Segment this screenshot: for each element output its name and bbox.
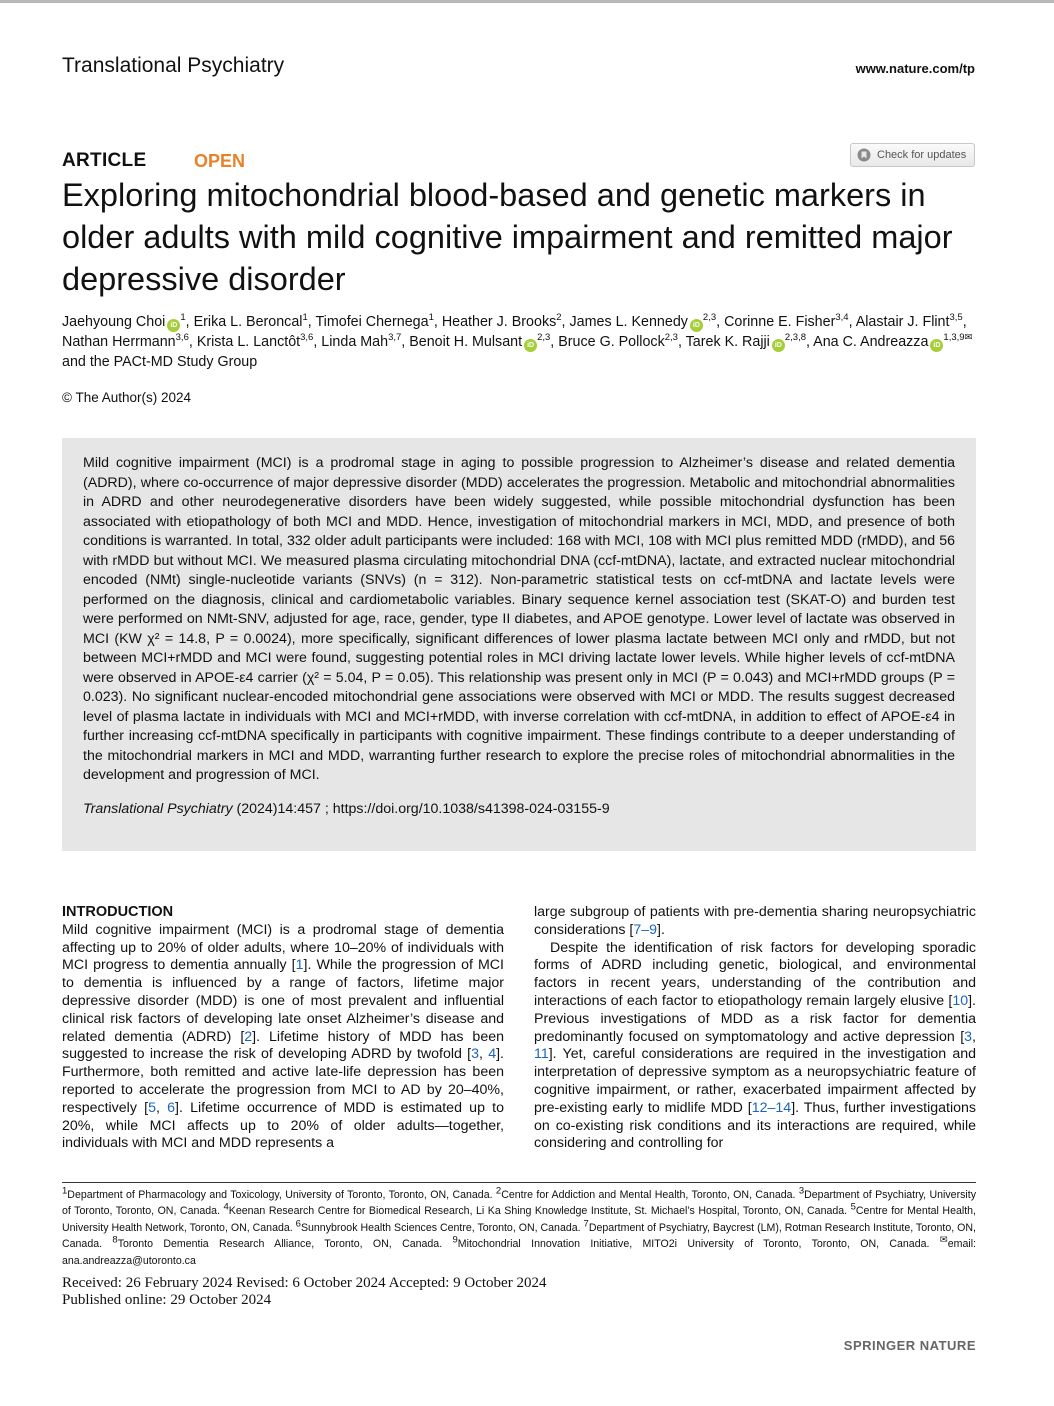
- author-name[interactable]: Bruce G. Pollock: [558, 334, 665, 350]
- author-name[interactable]: Ana C. Andreazza: [813, 334, 929, 350]
- affiliation-text: Centre for Mental Health, University Health Network, Toronto, ON, Canada.: [62, 1205, 976, 1234]
- author-name[interactable]: Corinne E. Fisher: [724, 314, 836, 330]
- orcid-icon[interactable]: iD: [167, 319, 180, 332]
- author-list: Jaehyoung Choi $iD^1$, Erika L. Beroncal$^1$, Timofei Chernega$^1$, Heather J. Brooks$^2$, James L. Kennedy iD$^{2,3}$, Corinne E. Fisher$^{3,4}$, Alastair J. Flint$^{3,5}$, Nathan Herrmann$^{3,6}$, Krista L. Lanctôt$^{3,6}$, Linda Mah$^{3,7}$, Benoit H. Mulsant iD$^{2,3}$, Bruce G. Pollock$^{2,3}$, Tarek K. Rajji iD$^{2,3,8}$, Ana C. Andreazza $iD^{1,3,9✉}$ and the PACt-MD Study Group: [62, 312, 973, 370]
- orcid-icon[interactable]: iD: [524, 339, 537, 352]
- author-name[interactable]: Erika L. Beroncal: [193, 314, 303, 330]
- reference-link[interactable]: 3: [471, 1046, 479, 1063]
- author-affiliation-mark: 3,5: [949, 312, 963, 324]
- affiliation-number: 6: [295, 1218, 301, 1230]
- right-column: [534, 904, 976, 1153]
- reference-link[interactable]: 2: [244, 1028, 253, 1045]
- citation-journal: Translational Psychiatry: [83, 800, 233, 817]
- affiliation-number: 5: [850, 1201, 856, 1213]
- author-name[interactable]: James L. Kennedy: [569, 314, 688, 330]
- intro-paragraph-1-cont: large subgroup of patients with pre-dementia sharing neuropsychiatric considerations [7–9].: [534, 904, 976, 938]
- author-affiliation-mark: 2,3: [702, 312, 717, 324]
- author-name[interactable]: Timofei Chernega: [315, 314, 429, 330]
- reference-link[interactable]: 3: [964, 1028, 973, 1045]
- author-affiliation-mark: 3,7: [388, 332, 402, 344]
- affiliation-text: Toronto Dementia Research Alliance, Toronto, ON, Canada.: [117, 1238, 453, 1251]
- author-name[interactable]: Benoit H. Mulsant: [409, 334, 523, 350]
- author-name[interactable]: Jaehyoung Choi: [62, 314, 166, 330]
- intro-paragraph-2: Despite the identification of risk factors for developing sporadic forms of ADRD including genetic, biological, and environmental factors in recent years, understanding of the contribution and interactions of each factor to etiopathology remain largely elusive [10]. Previous investigations of MDD as a risk factor for dementia predominantly focused on symptomatology and active depression [3, 11]. Yet, careful considerations are required in the investigation and interpretation of depressive symptom as a neuropsychiatric feature of cognitive impairment, or rather, exacerbated impairment affected by pre-existing early to midlife MDD [12–14]. Thus, further investigations on co-existing risk conditions and its interactions are required, while considering and controlling for: [534, 939, 977, 1152]
- author-affiliation-mark: 1,3,9✉: [943, 332, 973, 344]
- orcid-icon[interactable]: iD: [690, 319, 703, 332]
- affiliation-number: 9: [452, 1234, 458, 1246]
- affiliation-text: Keenan Research Centre for Biomedical Research, Li Ka Shing Knowledge Institute, St. Michael’s Hospital, Toronto, ON, Canada.: [228, 1205, 851, 1218]
- bookmark-icon: [857, 148, 871, 162]
- affiliation-number: ✉: [939, 1234, 948, 1246]
- reference-link[interactable]: 12–14: [751, 1099, 792, 1116]
- affiliation-number: 8: [112, 1234, 118, 1246]
- reference-link[interactable]: 6: [167, 1099, 176, 1116]
- affiliation-number: 2: [495, 1185, 502, 1197]
- affiliation-text: Department of Pharmacology and Toxicology, University of Toronto, Toronto, ON, Canada.: [67, 1189, 496, 1201]
- date-published: Published online: 29 October 2024: [62, 1292, 272, 1308]
- affiliation-text: Mitochondrial Innovation Initiative, MITO2i University of Toronto, Toronto, ON, Canada.: [457, 1238, 940, 1251]
- abstract-box: [62, 438, 976, 851]
- citation-doi[interactable]: (2024)14:457 ; https://doi.org/10.1038/s41398-024-03155-9: [232, 800, 610, 817]
- affiliation-number: 7: [583, 1218, 589, 1230]
- author-affiliation-mark: 3,6: [300, 332, 314, 344]
- check-updates-label: Check for updates: [877, 149, 967, 161]
- footnote-rule: [62, 1182, 976, 1183]
- reference-link[interactable]: 5: [148, 1099, 156, 1116]
- study-group: and the PACt-MD Study Group: [62, 354, 258, 370]
- affiliation-number: 3: [798, 1185, 805, 1197]
- affiliation-number: 4: [223, 1201, 229, 1213]
- author-affiliation-mark: 1: [428, 312, 434, 324]
- reference-link[interactable]: 1: [295, 957, 304, 974]
- author-affiliation-mark: 1: [302, 312, 308, 324]
- author-name[interactable]: Alastair J. Flint: [855, 314, 950, 330]
- article-type: ARTICLE: [62, 150, 147, 171]
- publisher-logo: SPRINGER NATURE: [843, 1338, 976, 1353]
- journal-name: Translational Psychiatry: [62, 54, 285, 77]
- reference-link[interactable]: 4: [488, 1046, 497, 1063]
- journal-url[interactable]: www.nature.com/tp: [855, 61, 975, 76]
- author-affiliation-mark: 2: [556, 312, 562, 324]
- orcid-icon[interactable]: iD: [772, 339, 785, 352]
- citation-line: [83, 800, 955, 820]
- orcid-icon[interactable]: iD: [930, 339, 943, 352]
- reference-link[interactable]: 11: [534, 1046, 549, 1063]
- author-affiliation-mark: 2,3,8: [784, 332, 806, 344]
- affiliation-number: 1: [62, 1185, 68, 1197]
- author-name[interactable]: Nathan Herrmann: [62, 334, 176, 350]
- open-access-label: OPEN: [194, 151, 246, 171]
- copyright: © The Author(s) 2024: [62, 390, 192, 405]
- intro-paragraph-1: Mild cognitive impairment (MCI) is a prodromal stage of dementia affecting up to 20% of older adults, where 10–20% of individuals with MCI progress to dementia annually [1]. While the progression of MCI to dementia is influenced by a range of factors, lifetime major depressive disorder (MDD) is one of most prevalent and influential clinical risk factors of developing late onset Alzheimer’s disease and related dementia (ADRD) [2]. Lifetime history of MDD has been suggested to increase the risk of developing ADRD by twofold [3, 4]. Furthermore, both remitted and active late-life depression has been reported to accelerate the progression from MCI to AD by 20–40%, respectively [5, 6]. Lifetime occurrence of MDD is estimated up to 20%, while MCI affects up to 20% of older adults—together, individuals with MCI and MDD represents a: [62, 921, 505, 1152]
- check-updates-button[interactable]: [850, 143, 975, 167]
- top-rule: [0, 0, 1054, 3]
- affiliation-text: Department of Psychiatry, Baycrest (LM), Rotman Research Institute, Toronto, ON, Canada.: [62, 1221, 976, 1251]
- author-affiliation-mark: 2,3: [664, 332, 678, 344]
- section-heading: INTRODUCTION: [62, 904, 174, 920]
- affiliation-text: Centre for Addiction and Mental Health, Toronto, ON, Canada.: [501, 1189, 799, 1201]
- author-name[interactable]: Tarek K. Rajji: [685, 334, 770, 350]
- author-affiliation-mark: 1: [180, 312, 186, 324]
- author-affiliation-mark: 2,3: [537, 332, 551, 344]
- author-affiliation-mark: 3,4: [835, 312, 849, 324]
- author-name[interactable]: Linda Mah: [321, 334, 389, 350]
- reference-link[interactable]: 10: [952, 992, 969, 1009]
- affiliation-text: Sunnybrook Health Sciences Centre, Toronto, ON, Canada.: [300, 1221, 584, 1234]
- dates-received: Received: 26 February 2024 Revised: 6 October 2024 Accepted: 9 October 2024: [62, 1275, 547, 1291]
- article-title: Exploring mitochondrial blood-based and genetic markers in older adults with mild cognitive impairment and remitted major depressive disorder: [62, 177, 953, 297]
- author-affiliation-mark: 3,6: [175, 332, 189, 344]
- abstract-text: Mild cognitive impairment (MCI) is a prodromal stage in aging to possible progression to Alzheimer’s disease and related dementia (ADRD), where co-occurrence of major depressive disorder (MDD) accelerates the progression. Metabolic and mitochondrial abnormalities in ADRD and other neurodegenerative disorders have been widely suggested, while possible mitochondrial dysfunction has been associated with etiopathology of both MCI and MDD. Hence, investigation of mitochondrial markers in MCI, MDD, and presence of both conditions is warranted. In total, 332 older adult participants were included: 168 with MCI, 108 with MCI plus remitted MDD (rMDD), and 56 with rMDD but without MCI. We measured plasma circulating mitochondrial DNA (ccf-mtDNA), lactate, and extracted nuclear mitochondrial encoded (NMt) single-nucleotide variants (SNVs) (n = 312). Non-parametric statistical tests on ccf-mtDNA and lactate levels were performed on the diagnosis, clinical and cardiometabolic variables. Binary sequence kernel association test (SKAT-O) and burden test were performed on NMt-SNV, adjusted for age, race, gender, type II diabetes, and APOE genotype. Lower level of lactate was observed in MCI (KW χ² = 14.8, P = 0.0024), more specifically, significant differences of lower plasma lactate between MCI only and rMDD, but not between MCI+rMDD and MCI were found, suggesting potential roles in MCI driving lactate lower levels. While higher levels of ccf-mtDNA were observed in APOE-ε4 carrier (χ² = 5.04, P = 0.05). This relationship was present only in MCI (P = 0.043) and MCI+rMDD groups (P = 0.023). No significant nuclear-encoded mitochondrial gene associations were observed with MCI or MDD. The results suggest decreased level of plasma lactate in individuals with MCI and MCI+rMDD, with inverse correlation with ccf-mtDNA, in addition to effect of APOE-ε4 in further increasing ccf-mtDNA specifically in participants with cognitive impairment. These findings contribute to a deeper understanding of the mitochondrial markers in MCI and MDD, warranting further research to explore the precise roles of mitochondrial abnormalities in the development and progression of MCI.: [83, 455, 955, 783]
- affiliations: [62, 1187, 976, 1269]
- left-column: [62, 904, 504, 1153]
- author-name[interactable]: Heather J. Brooks: [441, 314, 557, 330]
- affiliation-text: email: ana.andreazza@utoronto.ca: [62, 1238, 976, 1267]
- reference-link[interactable]: 7–9: [633, 921, 658, 938]
- affiliation-text: Department of Psychiatry, University of Toronto, Toronto, ON, Canada.: [62, 1189, 976, 1218]
- author-name[interactable]: Krista L. Lanctôt: [196, 334, 301, 350]
